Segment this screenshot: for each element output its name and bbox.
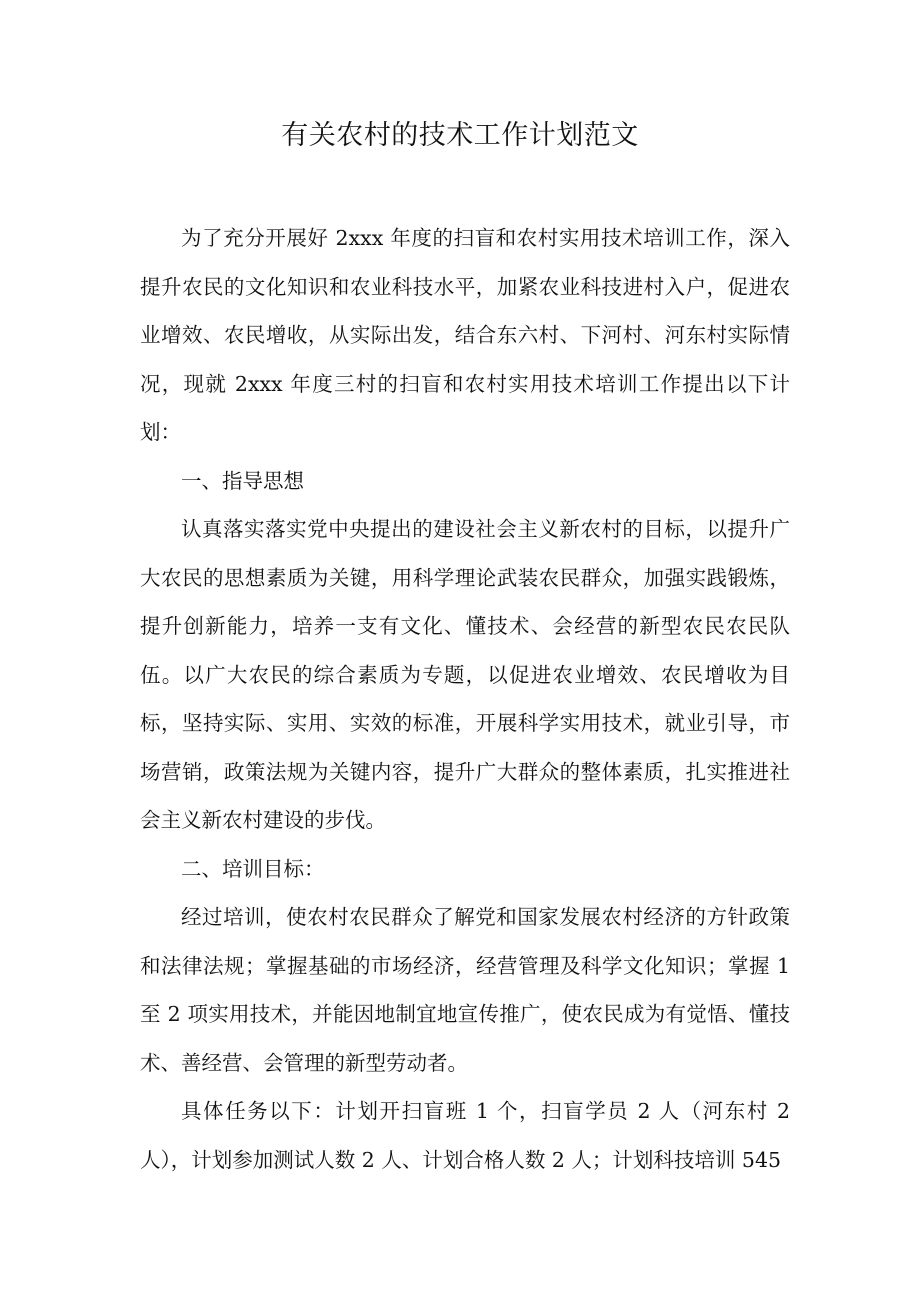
paragraph-training-goals: 经过培训，使农村农民群众了解党和国家发展农村经济的方针政策和法律法规；掌握基础的市场经济，经营管理及科学文化知识；掌握 1 至 2 项实用技术，并能因地制宜地宣传推广，使农民成为有觉悟、懂技术、善经营、会管理的新型劳动者。 — [140, 905, 790, 1075]
paragraph-guiding-thought: 认真落实落实党中央提出的建设社会主义新农村的目标，以提升广大农民的思想素质为关键，用科学理论武装农民群众，加强实践锻炼，提升创新能力，培养一支有文化、懂技术、会经营的新型农民农民队伍。以广大农民的综合素质为专题，以促进农业增效、农民增收为目标，坚持实际、实用、实效的标准，开展科学实用技术，就业引导，市场营销，政策法规为关键内容，提升广大群众的整体素质，扎实推进社会主义新农村建设的步伐。 — [140, 517, 790, 832]
document-title: 有关农村的技术工作计划范文 — [281, 120, 639, 151]
heading-training-goals: 二、培训目标： — [181, 856, 325, 881]
paragraph-intro: 为了充分开展好 2xxx 年度的扫盲和农村实用技术培训工作，深入提升农民的文化知识和农业科技水平，加紧农业科技进村入户，促进农业增效、农民增收，从实际出发，结合东六村、下河村、河东村实际情况，现就 2xxx 年度三村的扫盲和农村实用技术培训工作提出以下计划： — [140, 226, 790, 444]
paragraph-specific-tasks: 具体任务以下：计划开扫盲班 1 个，扫盲学员 2 人（河东村 2 人），计划参加测试人数 2 人、计划合格人数 2 人；计划科技培训 545 — [140, 1099, 790, 1172]
heading-guiding-thought: 一、指导思想 — [181, 468, 304, 493]
document-body — [140, 214, 790, 1184]
